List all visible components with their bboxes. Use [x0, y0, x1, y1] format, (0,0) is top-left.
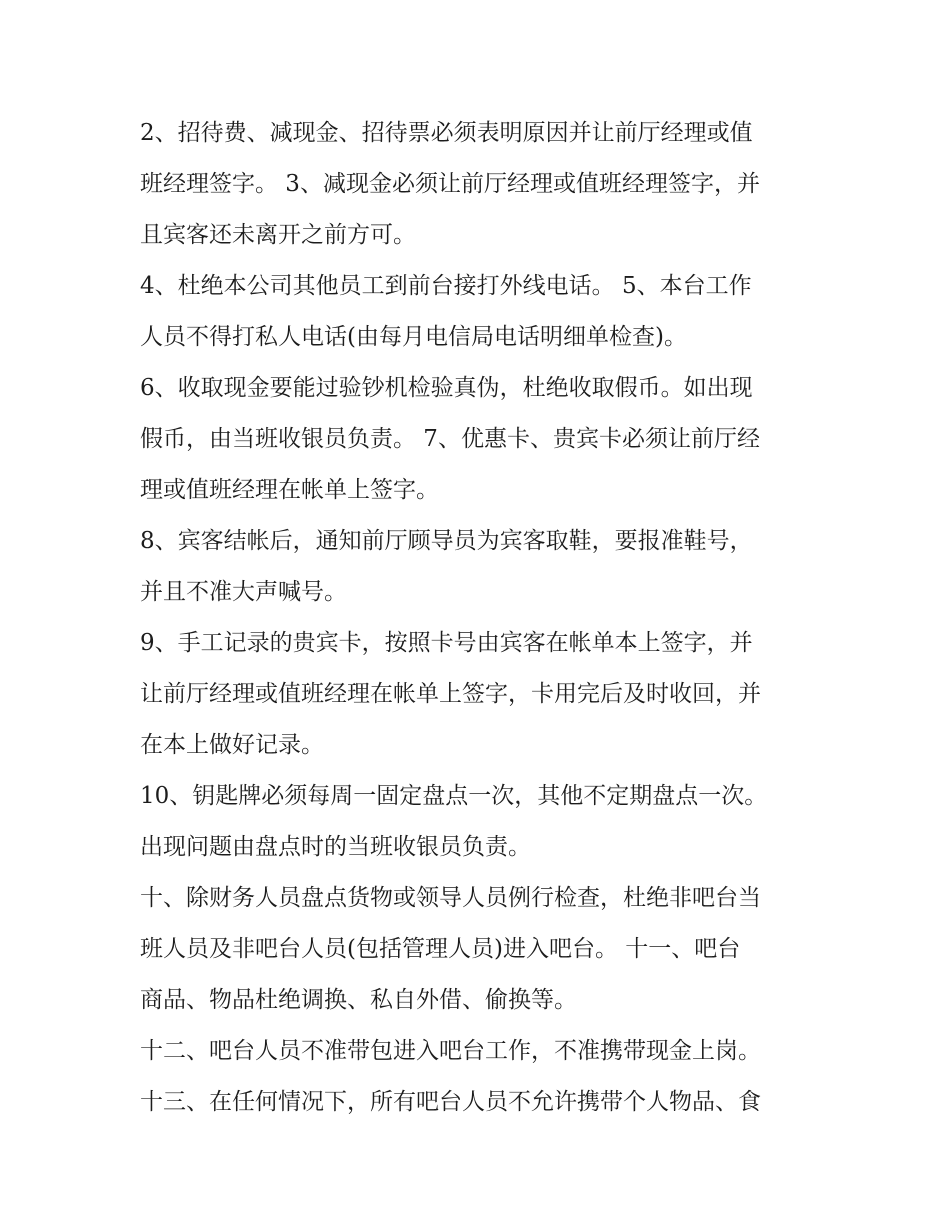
- document-body: [140, 108, 820, 1128]
- text-line: 十、除财务人员盘点货物或领导人员例行检查，杜绝非吧台当: [140, 885, 761, 911]
- paragraph-rule-10: [140, 771, 820, 873]
- text-line: 且宾客还未离开之前方可。: [140, 222, 416, 248]
- text-line: 出现问题由盘点时的当班收银员负责。: [140, 834, 531, 860]
- text-line: 6、收取现金要能过验钞机检验真伪，杜绝收取假币。如出现: [140, 375, 753, 401]
- text-line: 2、招待费、减现金、招待票必须表明原因并让前厅经理或值: [140, 120, 753, 146]
- text-line: 班经理签字。 3、减现金必须让前厅经理或值班经理签字，并: [140, 171, 760, 197]
- text-line: 4、杜绝本公司其他员工到前台接打外线电话。 5、本台工作: [140, 273, 752, 299]
- paragraph-rule-8: [140, 516, 820, 618]
- paragraph-rule-thirteen: [140, 1077, 820, 1128]
- paragraph-rule-6-7: [140, 363, 820, 516]
- text-line: 假币，由当班收银员负责。 7、优惠卡、贵宾卡必须让前厅经: [140, 426, 760, 452]
- text-line: 人员不得打私人电话(由每月电信局电话明细单检查)。: [140, 324, 687, 350]
- text-line: 班人员及非吧台人员(包括管理人员)进入吧台。 十一、吧台: [140, 936, 741, 962]
- paragraph-rule-ten-eleven: [140, 873, 820, 1026]
- paragraph-rule-twelve: [140, 1026, 820, 1077]
- text-line: 十二、吧台人员不准带包进入吧台工作，不准携带现金上岗。: [140, 1038, 761, 1064]
- paragraph-rule-4-5: [140, 261, 820, 363]
- paragraph-rule-9: [140, 618, 820, 771]
- text-line: 并且不准大声喊号。: [140, 579, 347, 605]
- paragraph-rule-2-3: [140, 108, 820, 261]
- text-line: 十三、在任何情况下，所有吧台人员不允许携带个人物品、食: [140, 1089, 761, 1115]
- text-line: 10、钥匙牌必须每周一固定盘点一次，其他不定期盘点一次。: [140, 783, 768, 809]
- text-line: 让前厅经理或值班经理在帐单上签字，卡用完后及时收回，并: [140, 681, 761, 707]
- text-line: 9、手工记录的贵宾卡，按照卡号由宾客在帐单本上签字，并: [140, 630, 753, 656]
- text-line: 商品、物品杜绝调换、私自外借、偷换等。: [140, 987, 577, 1013]
- text-line: 理或值班经理在帐单上签字。: [140, 477, 439, 503]
- text-line: 在本上做好记录。: [140, 732, 324, 758]
- text-line: 8、宾客结帐后，通知前厅顾导员为宾客取鞋，要报准鞋号，: [140, 528, 753, 554]
